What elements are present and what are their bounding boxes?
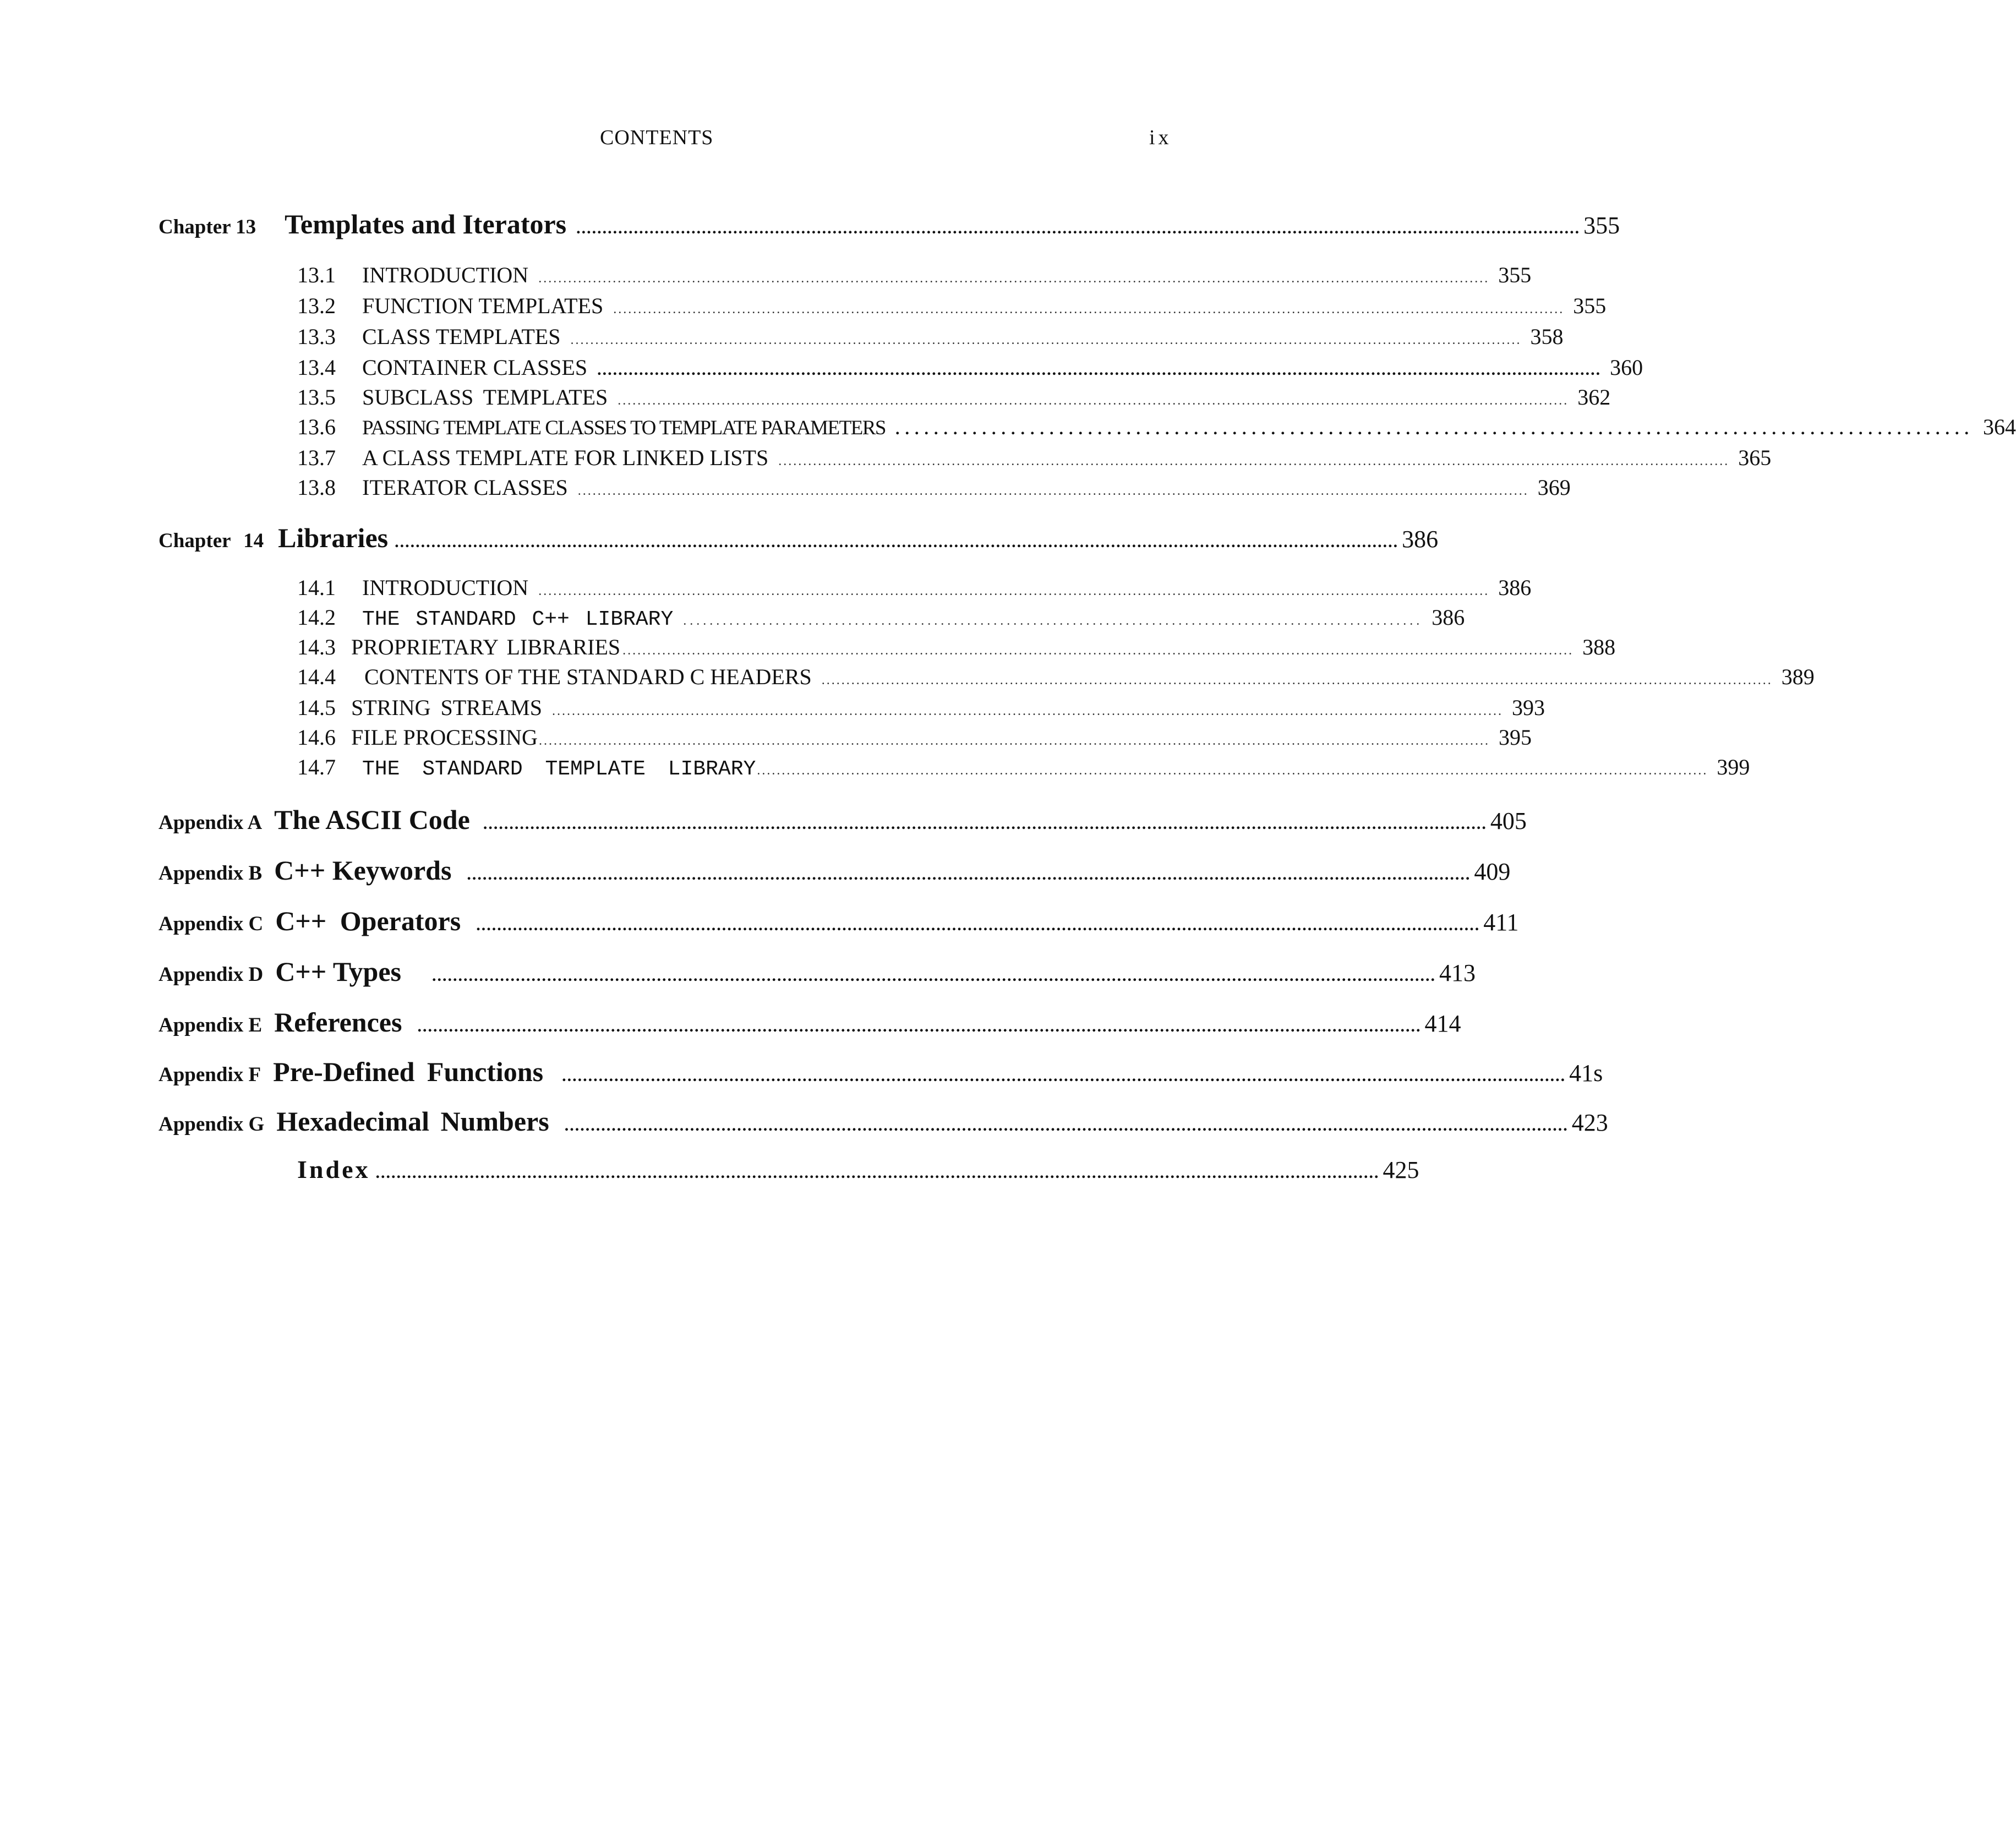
running-head-title: CONTENTS (600, 126, 714, 149)
dot-leader: ................................................................................................................................................................................................ (467, 865, 1471, 883)
toc-section[interactable] (297, 445, 1772, 476)
dot-leader: ................................................................................................................................................................................................ (432, 967, 1436, 985)
appendix-title: C++ Operators (275, 905, 461, 936)
dot-leader: ................................................................................................................................................................................................ (551, 704, 1503, 718)
dot-leader: ................................................................................................................................................................................................ (597, 361, 1602, 379)
section-title: CONTENTS OF THE STANDARD C HEADERS (364, 664, 812, 689)
appendix-title: References (274, 1007, 402, 1038)
section-page: 355 (1573, 293, 1607, 318)
dot-leader: ................................................................................................................ (895, 420, 1975, 438)
toc-section[interactable] (297, 262, 1532, 293)
toc-section[interactable] (297, 354, 1643, 385)
dot-leader: ................................................................................................................................................................................................ (577, 484, 1529, 498)
section-number: 13.3 (297, 324, 336, 349)
section-number: 13.7 (297, 445, 336, 470)
page-number: ix (1149, 126, 1172, 149)
section-title: ITERATOR CLASSES (362, 475, 568, 500)
toc-appendix-e[interactable] (159, 1006, 1461, 1050)
dot-leader: ................................................................................................................................................................................................ (821, 673, 1773, 687)
section-number: 13.8 (297, 475, 336, 500)
section-page: 393 (1511, 695, 1545, 720)
section-title: THE STANDARD C++ LIBRARY (362, 608, 674, 631)
appendix-page: 411 (1483, 909, 1519, 936)
appendix-label: Appendix C (159, 913, 264, 935)
chapter-page: 386 (1402, 526, 1439, 553)
appendix-page: 405 (1490, 807, 1527, 834)
dot-leader: ................................................................................................................................................................................................ (375, 1164, 1380, 1182)
section-title: A CLASS TEMPLATE FOR LINKED LISTS (362, 445, 769, 470)
section-title: FUNCTION TEMPLATES (362, 293, 604, 318)
toc-section[interactable] (297, 474, 1571, 505)
toc-chapter-13[interactable] (159, 208, 1620, 252)
section-number: 14.2 (297, 605, 336, 630)
chapter-title: Libraries (278, 522, 389, 553)
dot-leader: ................................................................................................................................................................................................ (613, 302, 1565, 317)
section-title: FILE PROCESSING (351, 725, 538, 750)
toc-appendix-f[interactable] (159, 1056, 1603, 1100)
section-title: CLASS TEMPLATES (362, 324, 561, 349)
section-number: 14.6 (297, 725, 336, 750)
section-title: CONTAINER CLASSES (362, 355, 588, 380)
section-number: 13.1 (297, 263, 336, 287)
section-page: 399 (1717, 755, 1750, 779)
appendix-title: The ASCII Code (274, 804, 470, 835)
chapter-title: Templates and Iterators (285, 209, 567, 239)
dot-leader: ................................................................................................................................................................................................ (483, 815, 1487, 833)
section-page: 388 (1582, 635, 1616, 659)
section-title: STRING STREAMS (351, 695, 542, 720)
section-number: 13.6 (297, 414, 336, 439)
section-page: 386 (1432, 605, 1465, 630)
section-page: 355 (1498, 263, 1532, 287)
appendix-label: Appendix G (159, 1113, 265, 1136)
section-number: 13.2 (297, 293, 336, 318)
appendix-label: Appendix B (159, 862, 263, 885)
toc-appendix-a[interactable] (159, 804, 1527, 848)
toc-section[interactable] (297, 634, 1616, 665)
dot-leader: ................................................................................................................................................................................................ (395, 533, 1399, 551)
toc-appendix-d[interactable] (159, 956, 1476, 1000)
appendix-title: Pre-Defined Functions (273, 1056, 544, 1087)
toc-section[interactable] (297, 695, 1545, 725)
appendix-page: 41s (1569, 1060, 1603, 1087)
toc-section[interactable] (297, 754, 1750, 785)
dot-leader: ................................................................................................................................................................................................ (622, 643, 1574, 658)
section-number: 14.1 (297, 575, 336, 600)
section-page: 362 (1577, 385, 1611, 410)
dot-leader: ................................................................................................................................................................................................ (538, 584, 1490, 598)
toc-appendix-g[interactable] (159, 1105, 1608, 1149)
section-title: THE STANDARD TEMPLATE LIBRARY (362, 757, 756, 781)
chapter-label: Chapter 13 (159, 216, 256, 238)
section-number: 14.4 (297, 664, 336, 689)
section-title: INTRODUCTION (362, 575, 529, 600)
dot-leader: ................................................................................................................................................................................................ (562, 1067, 1566, 1085)
chapter-label: Chapter 14 (159, 530, 264, 552)
appendix-label: Appendix F (159, 1063, 261, 1086)
section-page: 360 (1610, 355, 1643, 380)
dot-leader: ................................................................................................................................................................................................ (538, 734, 1490, 748)
toc-section[interactable] (297, 384, 1611, 415)
section-page: 365 (1738, 445, 1772, 470)
section-number: 13.5 (297, 385, 336, 410)
toc-chapter-14[interactable] (159, 522, 1439, 566)
toc-section[interactable] (297, 293, 1607, 324)
section-page: 389 (1781, 664, 1815, 689)
toc-section[interactable] (297, 414, 2016, 445)
dot-leader: ................................................................................................................................................................................................ (618, 394, 1569, 408)
dot-leader: ................................................................................................................................................................................................ (576, 219, 1581, 237)
toc-index[interactable] (297, 1155, 1419, 1199)
dot-leader: ................................................................................................................................................................................................ (476, 916, 1480, 934)
appendix-page: 414 (1424, 1010, 1461, 1037)
chapter-page: 355 (1583, 212, 1620, 239)
toc-section[interactable] (297, 324, 1564, 354)
section-title: INTRODUCTION (362, 263, 529, 287)
toc-appendix-b[interactable] (159, 854, 1511, 898)
dot-leader: ................................................................................................................................................................................................ (570, 333, 1522, 347)
toc-appendix-c[interactable] (159, 905, 1519, 949)
appendix-title: Hexadecimal Numbers (276, 1106, 549, 1137)
appendix-page: 423 (1571, 1109, 1608, 1136)
section-title: PASSING TEMPLATE CLASSES TO TEMPLATE PARAMETERS (362, 417, 886, 439)
toc-section[interactable] (297, 575, 1532, 605)
appendix-title: C++ Keywords (274, 855, 452, 886)
toc-section[interactable] (297, 664, 1815, 695)
section-number: 14.7 (297, 755, 336, 779)
index-title: Index (297, 1155, 370, 1183)
section-number: 13.4 (297, 355, 336, 380)
toc-section[interactable] (297, 724, 1532, 755)
section-page: 364 (1983, 414, 2016, 439)
section-title: SUBCLASS TEMPLATES (362, 385, 608, 410)
section-page: 358 (1530, 324, 1564, 349)
section-page: 369 (1537, 475, 1571, 500)
section-number: 14.5 (297, 695, 336, 720)
dot-leader: ................................................................................................................ (683, 614, 1423, 628)
appendix-label: Appendix A (159, 811, 263, 834)
section-title: PROPRIETARY LIBRARIES (351, 635, 621, 659)
index-page: 425 (1383, 1156, 1419, 1183)
dot-leader: ................................................................................................................................................................................................ (417, 1017, 1422, 1035)
appendix-page: 409 (1474, 858, 1511, 885)
section-page: 395 (1498, 725, 1532, 750)
appendix-label: Appendix D (159, 963, 264, 986)
appendix-title: C++ Types (275, 956, 401, 987)
page-header (0, 125, 1419, 159)
dot-leader: ................................................................................................................................................................................................ (778, 454, 1730, 468)
toc-section[interactable] (297, 604, 1465, 635)
section-page: 386 (1498, 575, 1532, 600)
section-number: 14.3 (297, 635, 336, 659)
appendix-label: Appendix E (159, 1014, 263, 1036)
dot-leader: ................................................................................................................................................................................................ (757, 763, 1708, 778)
dot-leader: ................................................................................................................................................................................................ (538, 271, 1490, 286)
dot-leader: ................................................................................................................................................................................................ (564, 1116, 1569, 1134)
appendix-page: 413 (1439, 959, 1476, 986)
